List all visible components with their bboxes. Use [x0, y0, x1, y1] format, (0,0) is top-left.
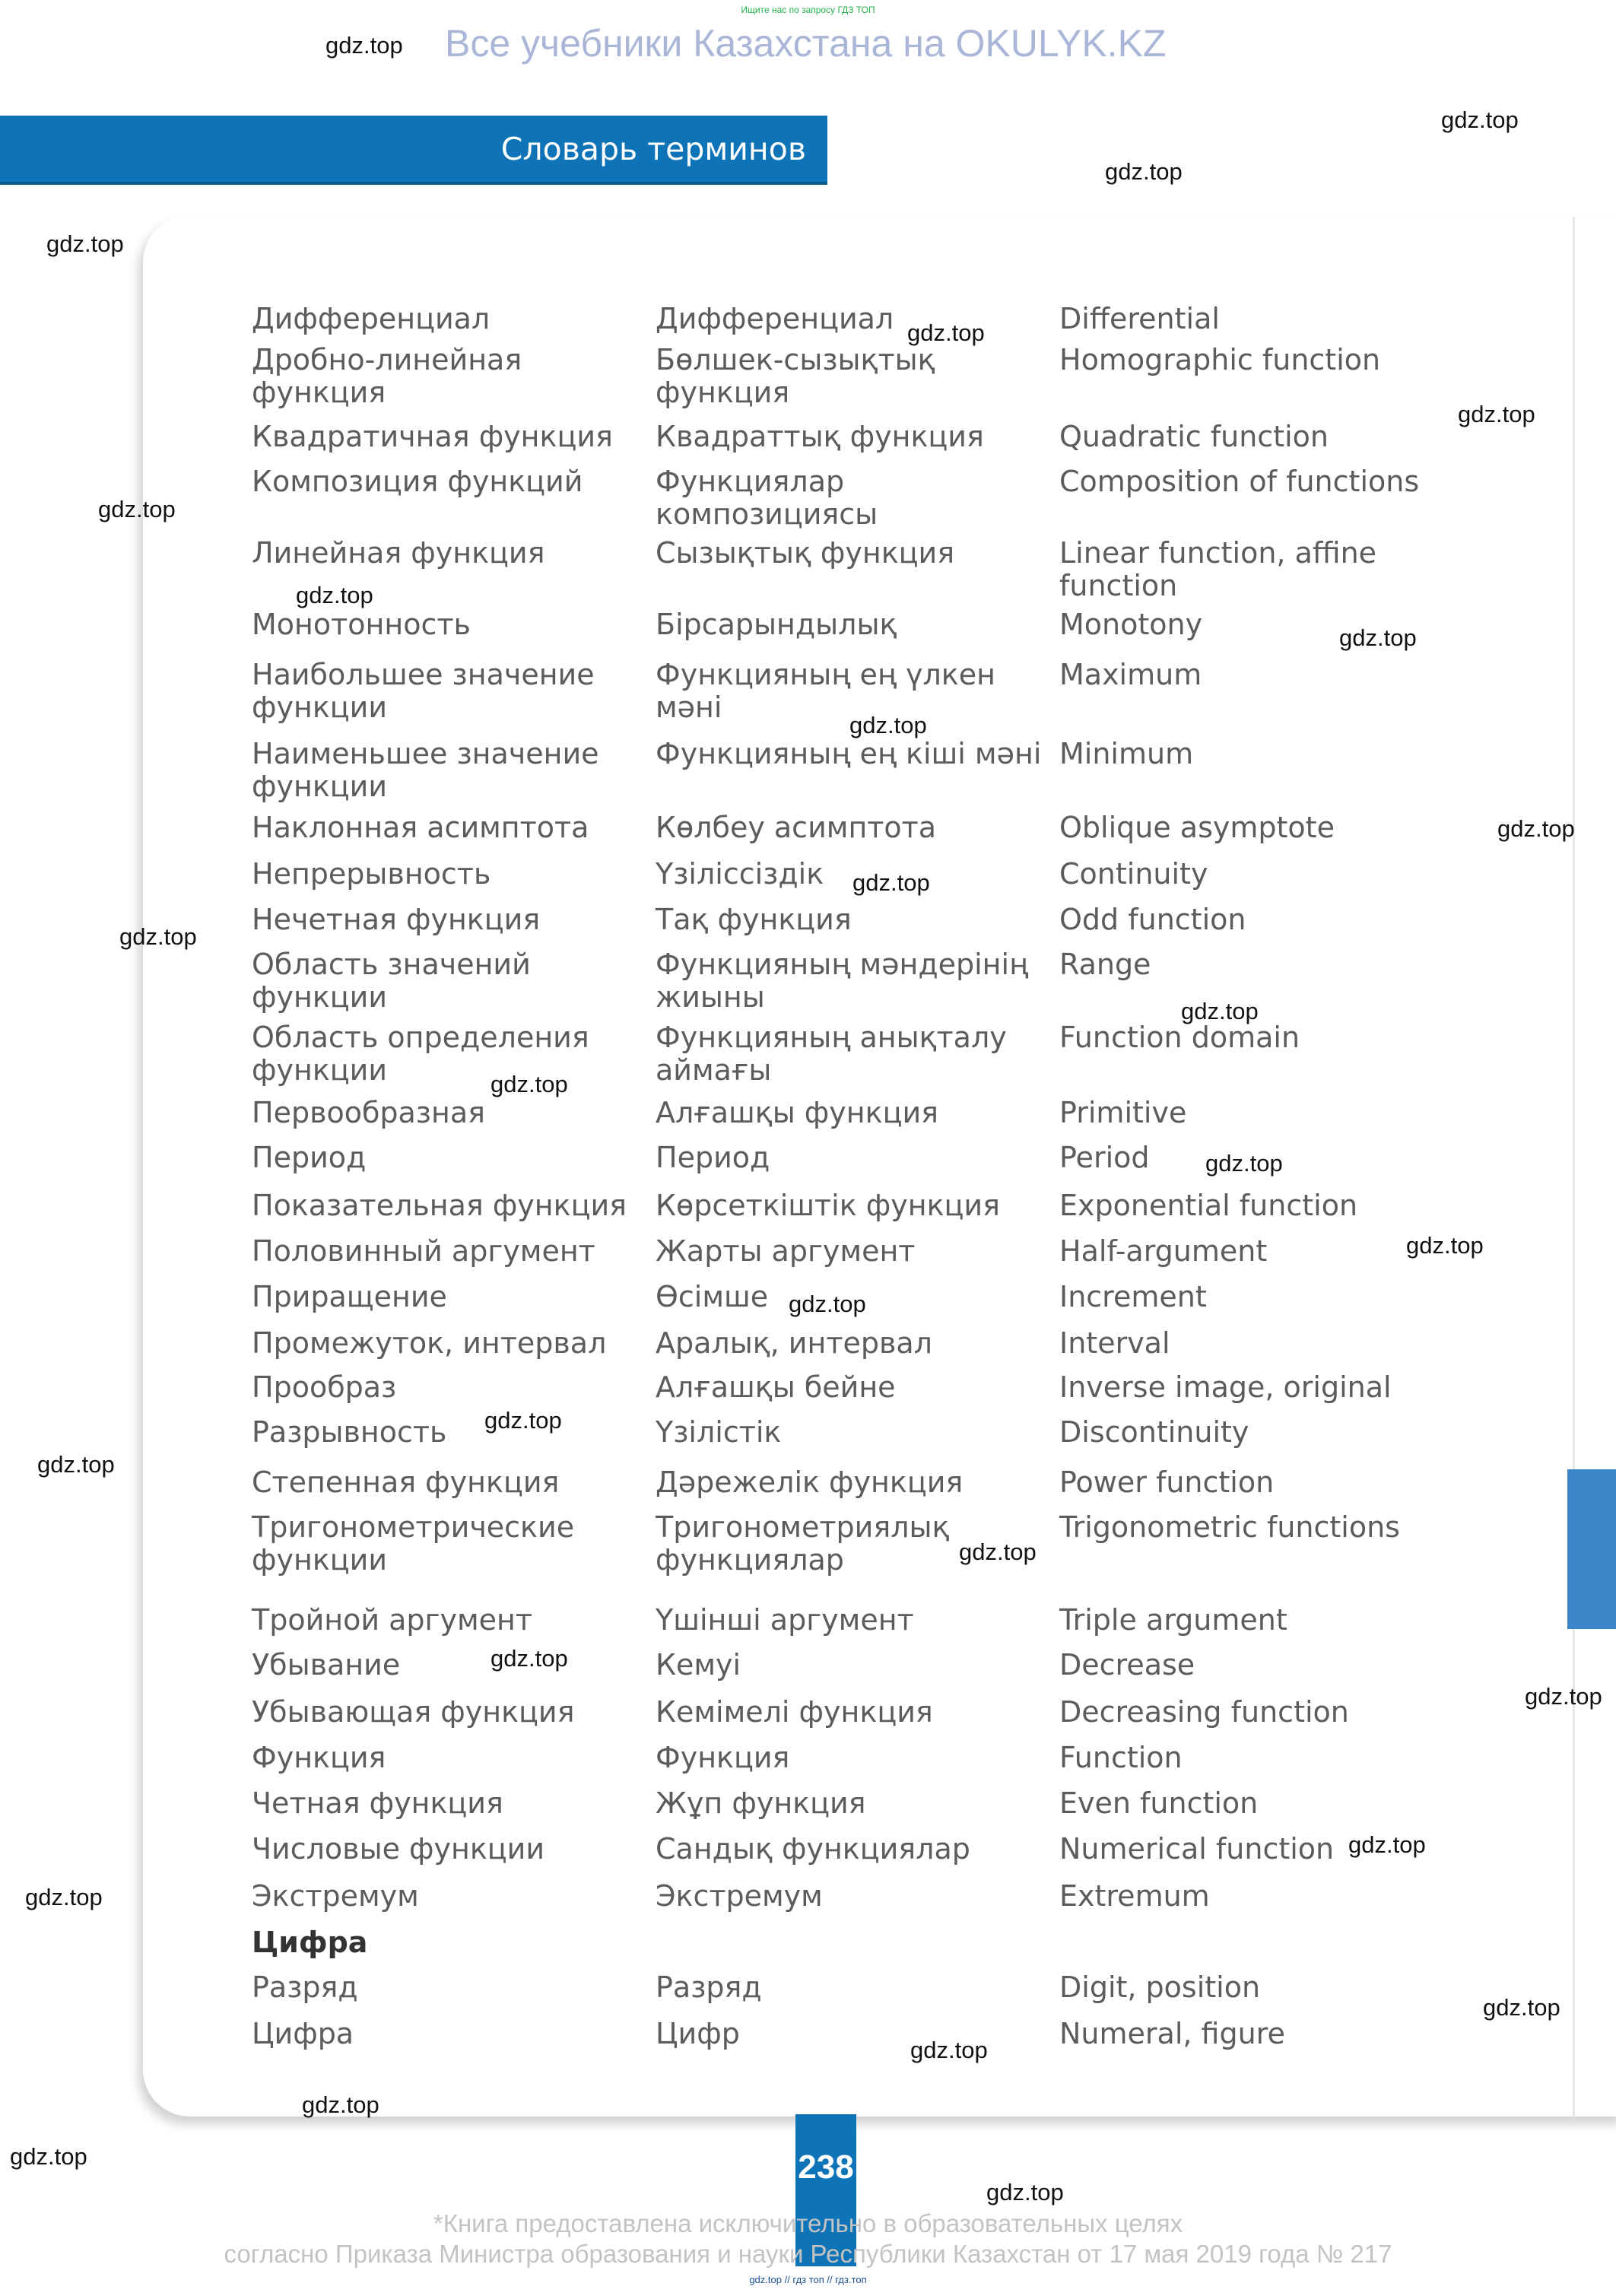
term-line: функции — [252, 770, 388, 803]
term-en — [1059, 421, 1329, 453]
term-line: функция — [252, 376, 386, 409]
term-line: Разряд — [656, 1970, 762, 2004]
term-line: Разряд — [252, 1970, 358, 2004]
term-en — [1059, 659, 1202, 691]
term-line: Алғашқы бейне — [656, 1370, 896, 1404]
term-kk — [656, 948, 1028, 1014]
term-line: function — [1059, 569, 1178, 602]
term-line: Дифференциал — [252, 302, 491, 335]
term-line: жиыны — [656, 980, 765, 1014]
watermark: gdz.top — [1348, 1831, 1426, 1858]
term-ru — [252, 303, 490, 335]
watermark: gdz.top — [959, 1539, 1037, 1565]
term-en — [1059, 1833, 1334, 1866]
term-line: Inverse image, original — [1059, 1370, 1392, 1404]
term-en — [1059, 344, 1380, 376]
term-ru — [252, 608, 471, 641]
term-line: композициясы — [656, 497, 878, 531]
term-line: функции — [252, 691, 388, 724]
term-line: Линейная функция — [252, 536, 545, 570]
watermark: gdz.top — [1181, 998, 1259, 1024]
term-line: Функциялар — [656, 465, 845, 498]
term-line: Кемуі — [656, 1648, 741, 1682]
term-line: Функцияның ең үлкен — [656, 658, 995, 691]
term-line: Decrease — [1059, 1648, 1195, 1682]
term-line: функции — [252, 1543, 388, 1577]
term-kk — [656, 1097, 938, 1129]
term-ru — [252, 1604, 532, 1637]
footer-line-1: *Книга предоставлена исключительно в образовательных целях — [433, 2209, 1183, 2237]
watermark: gdz.top — [986, 2179, 1064, 2205]
term-kk — [656, 1511, 949, 1577]
watermark: gdz.top — [910, 2037, 988, 2063]
term-line: Тригонометриялық — [656, 1510, 950, 1544]
term-kk — [656, 1466, 963, 1499]
term-line: Өсімше — [656, 1280, 769, 1313]
term-line: Homographic function — [1059, 343, 1381, 376]
term-line: Монотонность — [252, 608, 471, 641]
term-en — [1059, 1880, 1210, 1913]
term-kk — [656, 1416, 781, 1449]
term-line: Тройной аргумент — [252, 1603, 533, 1637]
term-kk — [656, 1971, 762, 2004]
term-ru — [252, 903, 540, 936]
term-line: Числовые функции — [252, 1832, 545, 1866]
term-line: Квадратичная функция — [252, 420, 613, 453]
term-line: Even function — [1059, 1786, 1259, 1820]
term-kk — [656, 1742, 789, 1774]
term-line: Odd function — [1059, 903, 1246, 936]
term-ru — [252, 1787, 503, 1820]
term-line: Аралық, интервал — [656, 1326, 932, 1360]
term-line: Экстремум — [656, 1879, 823, 1913]
term-line: Көрсеткіштік функция — [656, 1189, 1000, 1222]
term-kk — [656, 344, 935, 409]
term-line: Quadratic function — [1059, 420, 1329, 453]
term-line: функции — [252, 1053, 388, 1087]
term-line: Сандық функциялар — [656, 1832, 970, 1866]
term-line: Дробно-линейная — [252, 343, 522, 376]
term-line: Discontinuity — [1059, 1415, 1249, 1449]
term-en — [1059, 537, 1376, 602]
term-en — [1059, 1742, 1183, 1774]
term-line: Четная функция — [252, 1786, 503, 1820]
term-kk — [656, 608, 897, 641]
term-ru — [252, 1097, 485, 1129]
term-ru — [252, 1281, 447, 1313]
term-ru — [252, 1189, 627, 1222]
term-kk — [656, 1327, 932, 1360]
watermark: gdz.top — [119, 923, 197, 950]
top-note: Ищите нас по запросу ГДЗ ТОП — [741, 5, 875, 15]
term-line: Показательная функция — [252, 1189, 627, 1222]
term-line: Период — [252, 1141, 367, 1174]
watermark: gdz.top — [849, 712, 927, 738]
term-ru — [252, 421, 613, 453]
term-en — [1059, 1097, 1186, 1129]
term-kk — [656, 465, 878, 531]
watermark: gdz.top — [1497, 815, 1575, 842]
term-line: Increment — [1059, 1280, 1207, 1313]
term-line: аймағы — [656, 1053, 772, 1087]
term-kk — [656, 1787, 866, 1820]
term-kk — [656, 537, 954, 570]
term-ru — [252, 1971, 358, 2004]
term-ru — [252, 465, 583, 498]
watermark: gdz.top — [491, 1071, 568, 1097]
watermark: gdz.top — [37, 1451, 115, 1478]
term-line: Decreasing function — [1059, 1695, 1349, 1729]
term-ru — [252, 2018, 354, 2050]
term-line: Промежуток, интервал — [252, 1326, 607, 1360]
term-line: Кемімелі функция — [656, 1695, 933, 1729]
watermark: gdz.top — [907, 319, 985, 346]
term-kk — [656, 421, 984, 453]
term-ru — [252, 1466, 559, 1499]
watermark: gdz.top — [46, 230, 124, 257]
term-line: Область определения — [252, 1021, 589, 1054]
term-line: Приращение — [252, 1280, 447, 1313]
term-line: Function domain — [1059, 1021, 1300, 1054]
watermark: gdz.top — [484, 1407, 562, 1434]
watermark: gdz.top — [302, 2091, 379, 2118]
term-kk — [656, 1833, 970, 1866]
term-kk — [656, 858, 824, 891]
term-line: Тақ функция — [656, 903, 852, 936]
term-en — [1059, 948, 1151, 981]
term-en — [1059, 858, 1208, 891]
term-en — [1059, 1189, 1357, 1222]
term-line: Period — [1059, 1141, 1150, 1174]
term-en — [1059, 1416, 1249, 1449]
term-kk — [656, 738, 1041, 770]
term-kk — [656, 1281, 768, 1313]
term-line: Алғашқы функция — [656, 1096, 939, 1129]
term-line: Trigonometric functions — [1059, 1510, 1400, 1544]
watermark: gdz.top — [25, 1884, 103, 1910]
term-kk — [656, 659, 995, 724]
term-kk — [656, 903, 852, 936]
page-edge-line — [1573, 217, 1575, 2118]
term-line: Дифференциал — [656, 302, 894, 335]
term-line: Primitive — [1059, 1096, 1187, 1129]
term-ru — [252, 1833, 544, 1866]
term-line: Half-argument — [1059, 1234, 1268, 1268]
term-en — [1059, 1466, 1274, 1499]
term-line: Жарты аргумент — [656, 1234, 916, 1268]
term-line: Наибольшее значение — [252, 658, 595, 691]
term-line: Функция — [252, 1741, 386, 1774]
term-ru — [252, 1880, 419, 1913]
term-ru — [252, 1235, 595, 1268]
term-line: Цифр — [656, 2017, 740, 2050]
edge-tab — [1567, 1469, 1616, 1629]
footer-bottom-note: gdz.top // гдз топ // гдз.топ — [749, 2274, 867, 2285]
term-line: Көлбеу асимптота — [656, 811, 937, 844]
term-line: Период — [656, 1141, 770, 1174]
term-en — [1059, 1511, 1400, 1544]
term-line: Range — [1059, 948, 1151, 981]
term-line: Extremum — [1059, 1879, 1210, 1913]
term-line: Убывающая функция — [252, 1695, 575, 1729]
site-logo[interactable]: gdz.top — [325, 32, 403, 59]
term-line: Digit, position — [1059, 1970, 1261, 2004]
term-ru — [252, 659, 595, 724]
term-line: Power function — [1059, 1466, 1275, 1499]
term-line: Функцияның ең кіші мәні — [656, 737, 1042, 770]
term-en — [1059, 1371, 1392, 1404]
term-ru — [252, 1327, 606, 1360]
term-en — [1059, 2018, 1285, 2050]
term-line: Функция — [656, 1741, 790, 1774]
watermark: gdz.top — [491, 1645, 568, 1672]
section-banner — [0, 116, 827, 185]
term-en — [1059, 465, 1419, 498]
term-line: Непрерывность — [252, 857, 491, 891]
term-line: Область значений — [252, 948, 531, 981]
term-en — [1059, 811, 1335, 844]
term-line: Наклонная асимптота — [252, 811, 589, 844]
term-kk — [656, 811, 936, 844]
term-en — [1059, 303, 1220, 335]
term-line: Function — [1059, 1741, 1183, 1774]
term-line: Triple argument — [1059, 1603, 1287, 1637]
term-line: Үзілістік — [656, 1415, 782, 1449]
term-ru — [252, 1416, 446, 1449]
watermark: gdz.top — [1483, 1994, 1560, 2021]
term-line: Наименьшее значение — [252, 737, 599, 770]
term-en — [1059, 608, 1202, 641]
watermark: gdz.top — [1458, 401, 1535, 427]
term-kk — [656, 1649, 741, 1682]
term-line: Степенная функция — [252, 1466, 560, 1499]
term-line: Үшінші аргумент — [656, 1603, 914, 1637]
term-en — [1059, 1142, 1150, 1174]
page-number: 238 — [798, 2148, 854, 2186]
watermark: gdz.top — [98, 496, 176, 522]
term-line: Maximum — [1059, 658, 1202, 691]
term-en — [1059, 1696, 1349, 1729]
term-line: Разрывность — [252, 1415, 447, 1449]
term-line: функция — [656, 376, 790, 409]
term-ru — [252, 1696, 574, 1729]
term-line: Numerical function — [1059, 1832, 1335, 1866]
term-en — [1059, 1235, 1267, 1268]
section-title: Словарь терминов — [500, 131, 806, 167]
term-line: Жұп функция — [656, 1786, 866, 1820]
term-line: Цифра — [252, 1926, 368, 1959]
term-ru — [252, 1926, 367, 1959]
term-line: Первообразная — [252, 1096, 486, 1129]
term-ru — [252, 811, 589, 844]
term-ru — [252, 1649, 400, 1682]
term-kk — [656, 1235, 915, 1268]
term-en — [1059, 1604, 1287, 1637]
watermark: gdz.top — [1525, 1683, 1602, 1710]
term-kk — [656, 1142, 770, 1174]
term-line: Interval — [1059, 1326, 1170, 1360]
watermark: gdz.top — [296, 582, 373, 608]
watermark: gdz.top — [10, 2143, 87, 2170]
term-kk — [656, 1880, 823, 1913]
term-en — [1059, 903, 1246, 936]
term-line: Прообраз — [252, 1370, 397, 1404]
term-en — [1059, 1787, 1258, 1820]
term-en — [1059, 1327, 1170, 1360]
term-line: Половинный аргумент — [252, 1234, 595, 1268]
watermark: gdz.top — [1205, 1150, 1283, 1177]
term-en — [1059, 1649, 1195, 1682]
term-kk — [656, 2018, 740, 2050]
term-ru — [252, 1371, 396, 1404]
term-kk — [656, 1696, 933, 1729]
watermark: gdz.top — [1441, 106, 1519, 133]
term-line: Exponential function — [1059, 1189, 1358, 1222]
term-line: Composition of functions — [1059, 465, 1420, 498]
term-line: Бірсарындылық — [656, 608, 897, 641]
term-ru — [252, 1742, 386, 1774]
term-line: Minimum — [1059, 737, 1194, 770]
term-line: Oblique asymptote — [1059, 811, 1335, 844]
term-line: Continuity — [1059, 857, 1208, 891]
term-ru — [252, 537, 544, 570]
term-ru — [252, 948, 531, 1014]
term-kk — [656, 1021, 1007, 1087]
term-line: Убывание — [252, 1648, 401, 1682]
term-line: Үзіліссіздік — [656, 857, 824, 891]
term-line: Дәрежелік функция — [656, 1466, 964, 1499]
term-ru — [252, 1142, 366, 1174]
site-title[interactable]: Все учебники Казахстана на OKULYK.KZ — [445, 22, 1167, 65]
term-line: Сызықтық функция — [656, 536, 955, 570]
term-ru — [252, 1511, 574, 1577]
term-line: Функцияның мәндерінің — [656, 948, 1029, 981]
term-line: Monotony — [1059, 608, 1203, 641]
footer-line-2: согласно Приказа Министра образования и науки Республики Казахстан от 17 мая 2019 года № 217 — [224, 2240, 1392, 2268]
term-line: Квадраттық функция — [656, 420, 984, 453]
term-line: Нечетная функция — [252, 903, 541, 936]
term-line: мәні — [656, 691, 722, 724]
watermark: gdz.top — [789, 1291, 866, 1317]
term-line: Тригонометрические — [252, 1510, 575, 1544]
term-line: Linear function, affine — [1059, 536, 1377, 570]
term-ru — [252, 738, 599, 803]
term-line: функции — [252, 980, 388, 1014]
term-en — [1059, 1021, 1300, 1054]
term-ru — [252, 858, 491, 891]
term-line: функциялар — [656, 1543, 844, 1577]
watermark: gdz.top — [1105, 158, 1183, 185]
term-kk — [656, 1371, 896, 1404]
term-line: Differential — [1059, 302, 1220, 335]
term-en — [1059, 1281, 1207, 1313]
term-line: Композиция функций — [252, 465, 583, 498]
term-ru — [252, 344, 522, 409]
term-en — [1059, 1971, 1260, 2004]
term-kk — [656, 303, 894, 335]
term-kk — [656, 1189, 1000, 1222]
term-line: Функцияның анықталу — [656, 1021, 1007, 1054]
term-en — [1059, 738, 1193, 770]
watermark: gdz.top — [1339, 624, 1417, 651]
watermark: gdz.top — [852, 869, 930, 896]
term-line: Цифра — [252, 2017, 354, 2050]
term-line: Numeral, figure — [1059, 2017, 1285, 2050]
term-line: Бөлшек-сызықтық — [656, 343, 935, 376]
watermark: gdz.top — [1406, 1232, 1484, 1259]
term-line: Экстремум — [252, 1879, 419, 1913]
term-kk — [656, 1604, 914, 1637]
